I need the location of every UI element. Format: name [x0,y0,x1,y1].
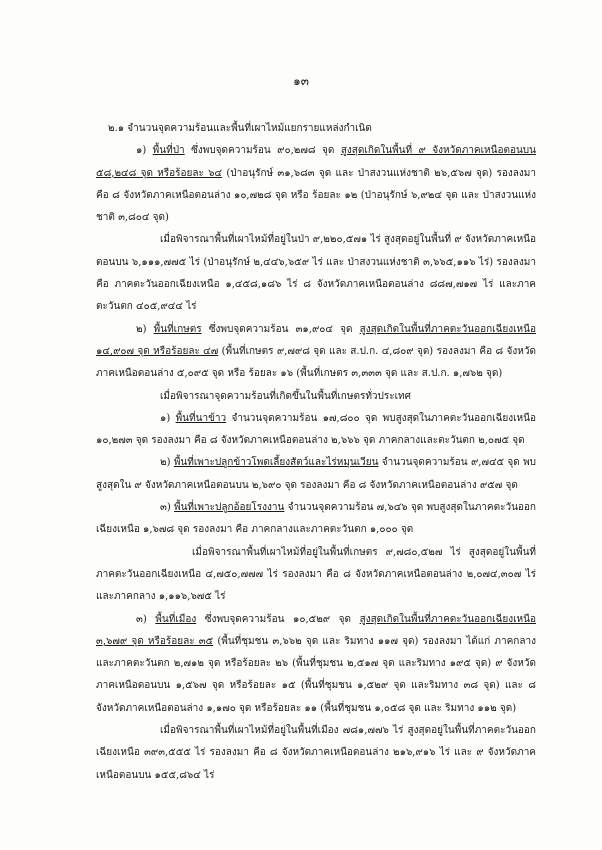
text-segment: ๑) [160,412,176,424]
paragraph [96,542,536,609]
text-segment: ซึ่งพบจุดความร้อน ๓๑,๙๐๔ จุด [201,323,360,335]
page-number: ๑๓ [293,74,309,88]
underlined-text: สูงสุดเกิดในพื้นที่ภาคตะวันออกเฉียงเหนือ ๑๔,๙๐๗ จุด หรือร้อยละ ๔๗ [96,323,536,357]
text-segment: เมื่อพิจารณาจุดความร้อนที่เกิดขึ้นในพื้นที่เกษตรทั่วประเทศ [160,390,411,402]
document-body [96,118,536,787]
underlined-text: พื้นที่เกษตร [153,323,202,335]
paragraph [96,140,536,229]
text-segment: ๒.๑ จำนวนจุดความร้อนและพื้นที่เผาไหม้แยกรายแหล่งกำเนิด [108,123,372,134]
text-segment: ๓) [136,613,156,625]
paragraph [96,118,536,140]
text-segment: จำนวนจุดความร้อน ๙,๗๔๕ จุด พบสูงสุดใน ๙ จังหวัดภาคเหนือตอนบน ๒,๖๙๐ จุด รองลงมา คือ ๘ จังหวัดภาคเหนือตอนล่าง ๙๕๗ จุด [96,457,537,491]
text-segment: ๒) [160,457,174,469]
paragraph [96,229,536,318]
paragraph [96,319,536,386]
underlined-text: พื้นที่นาข้าว [175,412,227,424]
text-segment: ๑) [136,145,153,157]
paragraph [96,452,536,497]
text-segment: จำนวนจุดความร้อน ๑๗,๘๐๐ จุด พบสูงสุดในภาคตะวันออกเฉียงเหนือ ๑๐,๒๗๓ จุด รองลงมา คือ ๘ จังหวัดภาคเหนือตอนล่าง ๒,๖๖๖ จุด ภาคกลางและตะวันตก ๒,๐๗๕ จุด [96,412,536,447]
text-segment: (ป่าอนุรักษ์ ๓๑,๖๘๓ จุด และ ป่าสงวนแห่งชาติ ๒๖,๕๖๗ จุด) รองลงมา คือ ๘ จังหวัดภาคเหนือตอนล่าง ๑๐,๗๒๘ จุด หรือ ร้อยละ ๑๒ (ป่าอนุรักษ์ ๖,๙๒๔ จุด และ ป่าสงวนแห่งชาติ ๓,๘๐๔ จุด) [96,167,536,224]
text-segment: ซึ่งพบจุดความร้อน ๙๐,๒๗๘ จุด [184,145,341,157]
underlined-text: พื้นที่เมือง [155,613,197,625]
underlined-text: พื้นที่เพาะปลูกข้าวโพดเลี้ยงสัตว์และไร่หมุนเวียน [173,457,379,469]
text-segment: (พื้นที่เกษตร ๙,๗๙๘ จุด และ ส.ป.ก. ๔,๘๐๙ จุด) รองลงมา คือ ๘ จังหวัดภาคเหนือตอนล่าง ๕,๐๙๕ จุด หรือ ร้อยละ ๑๖ (พื้นที่เกษตร ๓,๓๓๓ จุด และ ส.ป.ก. ๑,๗๖๒ จุด) [96,345,536,380]
text-segment: ซึ่งพบจุดความร้อน ๑๐,๕๒๙ จุด [196,613,360,625]
text-segment: ๒) [136,323,154,335]
underlined-text: สูงสุดเกิดในพื้นที่ภาคตะวันออกเฉียงเหนือ ๓,๖๗๙ จุด หรือร้อยละ ๓๕ [96,613,536,647]
text-segment: เมื่อพิจารณาพื้นที่เผาไหม้ที่อยู่ในป่า ๙,๒๒๐,๕๗๑ ไร่ สูงสุดอยู่ในพื้นที่ ๙ จังหวัดภาคเหนือตอนบน ๖,๑๑๑,๗๗๕ ไร่ (ป่าอนุรักษ์ ๒,๔๔๖,๖๕๙ ไร่ และ ป่าสงวนแห่งชาติ ๓,๖๖๕,๑๑๖ ไร่) รองลงมา คือ ภาคตะวันออกเฉียงเหนือ ๑,๔๕๘,๑๘๖ ไร่ ๘ จังหวัดภาคเหนือตอนล่าง ๘๘๗,๗๑๗ ไร่ และภาคตะวันตก ๔๐๕,๙๔๔ ไร่ [96,234,537,313]
paragraph [96,497,536,542]
underlined-text: พื้นที่เพาะปลูกอ้อยโรงงาน [173,502,285,514]
text-segment: ๓) [160,502,174,514]
paragraph [96,720,536,787]
text-segment: เมื่อพิจารณาพื้นที่เผาไหม้ที่อยู่ในพื้นที่เมือง ๗๘๑,๗๗๖ ไร่ สูงสุดอยู่ในพื้นที่ภาคตะวันออกเฉียงเหนือ ๓๙๓,๕๕๕ ไร่ รองลงมา คือ ๘ จังหวัดภาคเหนือตอนล่าง ๒๑๖,๙๑๖ ไร่ และ ๙ จังหวัดภาคเหนือตอนบน ๑๕๕,๘๖๔ ไร่ [96,725,536,781]
text-segment: จำนวนจุดความร้อน ๗,๖๔๖ จุด พบสูงสุดในภาคตะวันออกเฉียงเหนือ ๑,๖๗๘ จุด รองลงมา คือ ภาคกลางและภาคตะวันตก ๑,๐๐๐ จุด [96,502,536,536]
underlined-text: สูงสุดเกิดในพื้นที่ ๙ จังหวัดภาคเหนือตอนบน ๕๘,๒๔๘ จุด หรือร้อยละ ๖๔ [96,145,536,179]
text-segment: เมื่อพิจารณาพื้นที่เผาไหม้ที่อยู่ในพื้นที่เกษตร ๙,๗๘๐,๕๒๗ ไร่ สูงสุดอยู่ในพื้นที่ภาคตะวันออกเฉียงเหนือ ๔,๗๕๐,๗๗๗ ไร่ รองลงมา คือ ๘ จังหวัดภาคเหนือตอนล่าง ๒,๐๗๔,๓๐๗ ไร่ และภาคกลาง ๑,๑๑๖,๖๗๕ ไร่ [96,546,536,603]
paragraph [96,408,536,453]
underlined-text: พื้นที่ป่า [152,145,185,157]
text-segment: (พื้นที่ชุมชน ๓,๖๖๒ จุด และ ริมทาง ๑๑๗ จุด) รองลงมา ได้แก่ ภาคกลางและภาคตะวันตก ๒,๗๑๒ จุด หรือร้อยละ ๒๖ (พื้นที่ชุมชน ๒,๕๑๗ จุด และริมทาง ๑๙๕ จุด) ๙ จังหวัดภาคเหนือตอนบน ๑,๕๖๗ จุด หรือร้อยละ ๑๕ (พื้นที่ชุมชน ๑,๕๒๙ จุด และริมทาง ๓๘ จุด) และ ๘ จังหวัดภาคเหนือตอนล่าง ๑,๑๗๐ จุด หรือร้อยละ ๑๑ (พื้นที่ชุมชน ๑,๐๕๘ จุด และ ริมทาง ๑๑๒ จุด) [96,635,536,714]
paragraph [96,609,536,720]
paragraph [96,386,536,408]
